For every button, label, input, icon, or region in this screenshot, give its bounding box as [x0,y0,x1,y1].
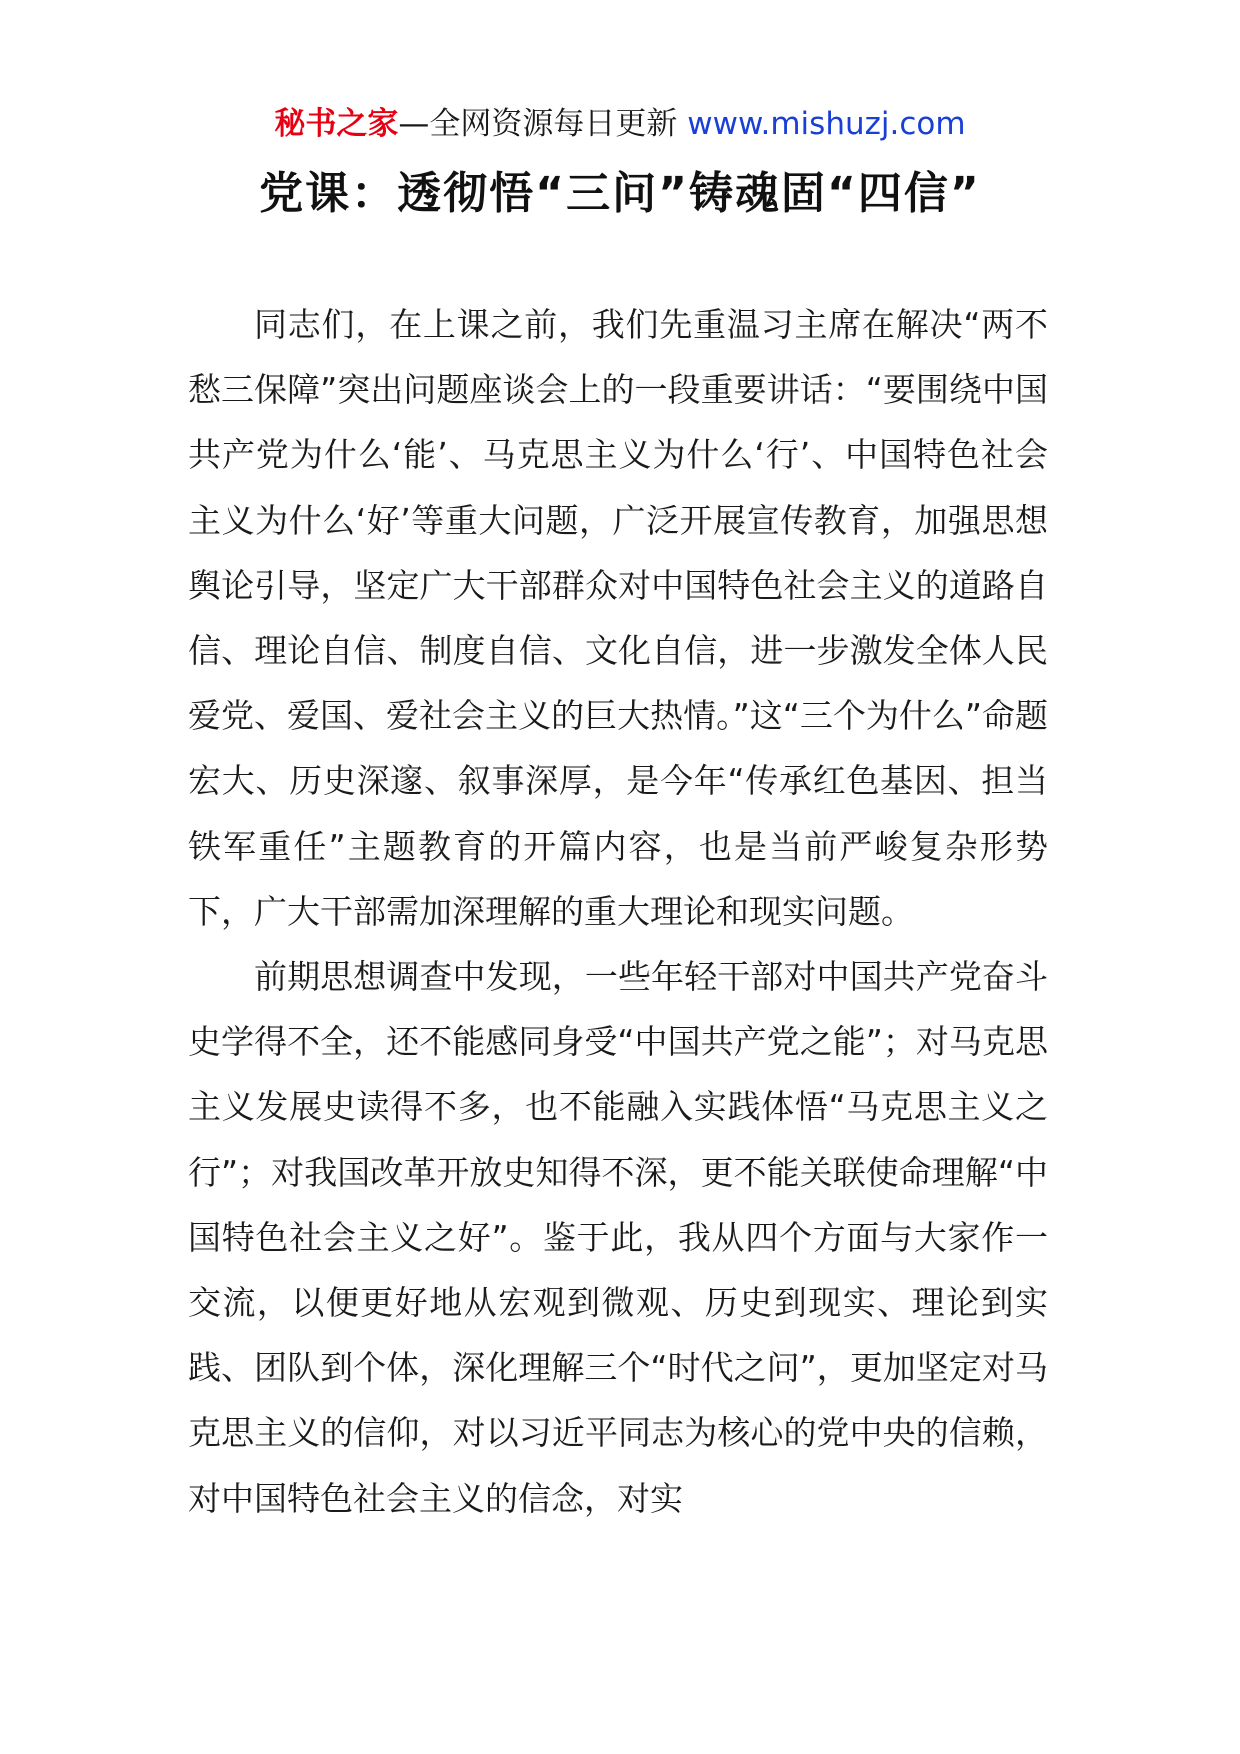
paragraph-2: 前期思想调查中发现，一些年轻干部对中国共产党奋斗史学得不全，还不能感同身受“中国共产党之能”；对马克思主义发展史读得不多，也不能融入实践体悟“马克思主义之行”；对我国改革开放史知得不深，更不能关联使命理解“中国特色社会主义之好”。鉴于此，我从四个方面与大家作一交流，以便更好地从宏观到微观、历史到现实、理论到实践、团队到个体，深化理解三个“时代之问”，更加坚定对马克思主义的信仰，对以习近平同志为核心的党中央的信赖，对中国特色社会主义的信念，对实 [188,957,1048,1518]
paragraph-1: 同志们，在上课之前，我们先重温习主席在解决“两不愁三保障”突出问题座谈会上的一段重要讲话：“要围绕中国共产党为什么‘能’、马克思主义为什么‘行’、中国特色社会主义为什么‘好’等重大问题，广泛开展宣传教育，加强思想舆论引导，坚定广大干部群众对中国特色社会主义的道路自信、理论自信、制度自信、文化自信，进一步激发全体人民爱党、爱国、爱社会主义的巨大热情。”这“三个为什么”命题宏大、历史深邃、叙事深厚，是今年“传承红色基因、担当铁军重任”主题教育的开篇内容，也是当前严峻复杂形势下，广大干部需加深理解的重大理论和现实问题。 [188,305,1048,931]
site-url-link[interactable]: www.mishuzj.com [687,106,966,142]
site-slogan: —全网资源每日更新 [398,106,678,142]
site-header [0,100,1240,148]
site-brand: 秘书之家 [274,106,399,142]
document-body [188,292,1048,1531]
document-title: 党课：透彻悟“三问”铸魂固“四信” [259,168,981,219]
